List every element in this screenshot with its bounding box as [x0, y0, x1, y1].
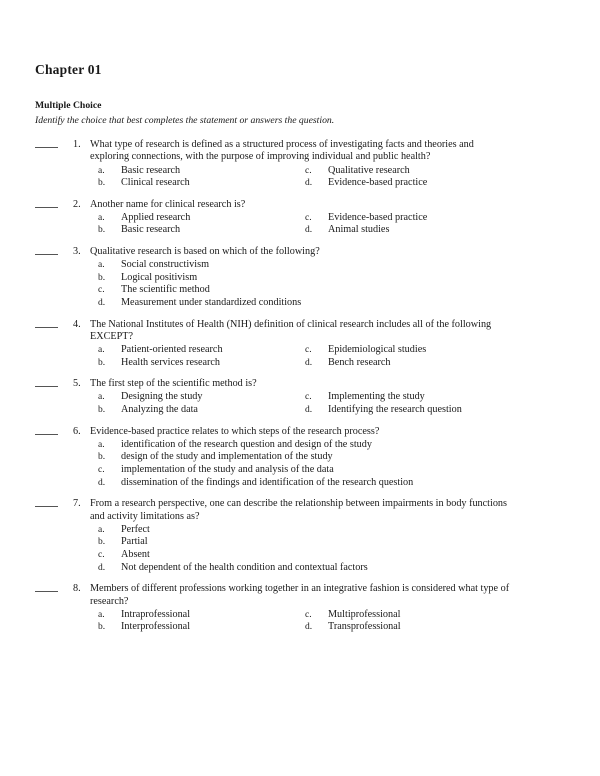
option-letter: c. [98, 464, 105, 475]
option-text: Absent [121, 549, 150, 561]
question-block [35, 246, 513, 309]
options-list [90, 259, 513, 309]
question-number: 4. [73, 318, 81, 330]
option-letter: d. [305, 178, 313, 189]
option-letter: b. [98, 622, 106, 633]
option-letter: c. [305, 609, 312, 620]
questions-list [35, 139, 513, 634]
option-text: Identifying the research question [328, 404, 462, 416]
question-block [35, 319, 513, 370]
option-letter: d. [305, 405, 313, 416]
option-text: identification of the research question and design of the study [121, 438, 372, 450]
option-d[interactable] [305, 404, 513, 417]
option-letter: a. [98, 212, 105, 223]
question-text: Another name for clinical research is? [90, 198, 246, 210]
option-text: Basic research [121, 224, 181, 236]
option-text: dissemination of the findings and identification of the research question [121, 476, 414, 488]
option-letter: c. [98, 550, 105, 561]
option-letter: d. [98, 297, 106, 308]
option-letter: a. [98, 524, 105, 535]
option-letter: c. [98, 285, 105, 296]
option-d[interactable] [98, 562, 513, 575]
option-letter: d. [98, 477, 106, 488]
option-d[interactable] [98, 297, 513, 310]
answer-blank[interactable] [35, 327, 58, 328]
option-d[interactable] [305, 224, 513, 237]
answer-blank[interactable] [35, 254, 58, 255]
question-block [35, 583, 513, 634]
option-c[interactable] [305, 344, 513, 357]
option-c[interactable] [305, 212, 513, 225]
option-letter: b. [98, 537, 106, 548]
option-text: implementation of the study and analysis of the data [121, 463, 334, 475]
option-letter: a. [98, 439, 105, 450]
option-b[interactable] [98, 177, 297, 190]
options-list [90, 524, 513, 574]
option-b[interactable] [98, 536, 513, 549]
question-text: The National Institutes of Health (NIH) definition of clinical research includes all of the following EXCEPT? [90, 318, 492, 343]
option-text: Social constructivism [121, 259, 209, 271]
question-text: From a research perspective, one can describe the relationship between impairments in body functions and activity limitations as? [90, 498, 507, 522]
answer-blank[interactable] [35, 434, 58, 435]
option-letter: c. [305, 392, 312, 403]
option-b[interactable] [98, 272, 513, 285]
answer-blank[interactable] [35, 147, 58, 148]
question-number: 8. [73, 583, 81, 595]
option-d[interactable] [305, 357, 513, 370]
option-text: The scientific method [121, 284, 210, 296]
option-a[interactable] [98, 439, 513, 452]
option-b[interactable] [98, 621, 297, 634]
options-list [90, 344, 513, 369]
option-text: Health services research [121, 356, 220, 368]
option-text: Not dependent of the health condition and contextual factors [121, 561, 368, 573]
option-letter: b. [98, 178, 106, 189]
option-text: Applied research [121, 211, 191, 223]
option-text: Perfect [121, 523, 150, 535]
option-letter: d. [305, 622, 313, 633]
option-letter: c. [305, 345, 312, 356]
option-text: Partial [121, 536, 148, 548]
question-text: Qualitative research is based on which of the following? [90, 246, 320, 258]
option-text: Transprofessional [328, 621, 401, 633]
answer-blank[interactable] [35, 207, 58, 208]
option-letter: b. [98, 357, 106, 368]
question-text: Evidence-based practice relates to which steps of the research process? [90, 425, 380, 437]
question-text: Members of different professions working together in an integrative fashion is considered what type of research? [90, 583, 510, 607]
question-text: The first step of the scientific method is? [90, 378, 257, 390]
option-letter: b. [98, 272, 106, 283]
option-text: Epidemiological studies [328, 344, 427, 356]
option-text: Interprofessional [121, 621, 191, 633]
options-list [90, 212, 513, 237]
option-letter: c. [305, 165, 312, 176]
option-letter: a. [98, 345, 105, 356]
section-instructions: Identify the choice that best completes the statement or answers the question. [35, 114, 335, 126]
question-number: 5. [73, 378, 81, 390]
answer-blank[interactable] [35, 386, 58, 387]
option-letter: d. [98, 562, 106, 573]
option-text: Logical positivism [121, 271, 198, 283]
option-c[interactable] [98, 549, 513, 562]
option-d[interactable] [305, 177, 513, 190]
question-text: What type of research is defined as a structured process of investigating facts and theories and exploring connections, with the purpose of improving individual and public health? [90, 138, 474, 163]
option-letter: c. [305, 212, 312, 223]
option-a[interactable] [98, 524, 513, 537]
options-list [90, 609, 513, 634]
option-d[interactable] [98, 477, 513, 490]
option-a[interactable] [98, 259, 513, 272]
question-number: 7. [73, 498, 81, 510]
option-text: design of the study and implementation of the study [121, 451, 333, 463]
option-a[interactable] [98, 212, 297, 225]
section-heading: Multiple Choice [35, 100, 102, 112]
option-b[interactable] [98, 357, 297, 370]
option-text: Patient-oriented research [121, 344, 223, 356]
question-block [35, 139, 513, 190]
option-c[interactable] [305, 609, 513, 622]
option-text: Intraprofessional [121, 608, 191, 620]
option-text: Clinical research [121, 177, 190, 189]
option-letter: b. [98, 405, 106, 416]
option-letter: a. [98, 392, 105, 403]
option-a[interactable] [98, 344, 297, 357]
option-letter: a. [98, 165, 105, 176]
option-letter: b. [98, 452, 106, 463]
option-text: Implementing the study [328, 391, 425, 403]
option-c[interactable] [305, 391, 513, 404]
answer-blank[interactable] [35, 591, 58, 592]
answer-blank[interactable] [35, 506, 58, 507]
question-block [35, 378, 513, 416]
question-number: 3. [73, 246, 81, 258]
option-d[interactable] [305, 621, 513, 634]
question-block [35, 498, 513, 574]
option-letter: b. [98, 225, 106, 236]
option-text: Evidence-based practice [328, 211, 428, 223]
option-letter: a. [98, 260, 105, 271]
option-b[interactable] [98, 224, 297, 237]
option-b[interactable] [98, 451, 513, 464]
chapter-title: Chapter 01 [35, 62, 102, 77]
option-a[interactable] [98, 609, 297, 622]
option-c[interactable] [98, 464, 513, 477]
options-list [90, 391, 513, 416]
options-list [90, 165, 513, 190]
question-number: 6. [73, 425, 81, 437]
question-block [35, 426, 513, 489]
option-text: Multiprofessional [328, 608, 401, 620]
option-c[interactable] [305, 165, 513, 178]
option-text: Evidence-based practice [328, 177, 428, 189]
question-number: 2. [73, 198, 81, 210]
question-block [35, 199, 513, 237]
option-letter: d. [305, 357, 313, 368]
option-text: Animal studies [328, 224, 390, 236]
option-b[interactable] [98, 404, 297, 417]
option-text: Qualitative research [328, 164, 410, 176]
option-text: Bench research [328, 356, 391, 368]
option-text: Analyzing the data [121, 404, 198, 416]
option-text: Basic research [121, 164, 181, 176]
options-list [90, 439, 513, 489]
option-a[interactable] [98, 165, 297, 178]
option-c[interactable] [98, 284, 513, 297]
question-number: 1. [73, 138, 81, 150]
option-a[interactable] [98, 391, 297, 404]
option-text: Designing the study [121, 391, 203, 403]
option-letter: d. [305, 225, 313, 236]
option-text: Measurement under standardized conditions [121, 296, 302, 308]
option-letter: a. [98, 609, 105, 620]
